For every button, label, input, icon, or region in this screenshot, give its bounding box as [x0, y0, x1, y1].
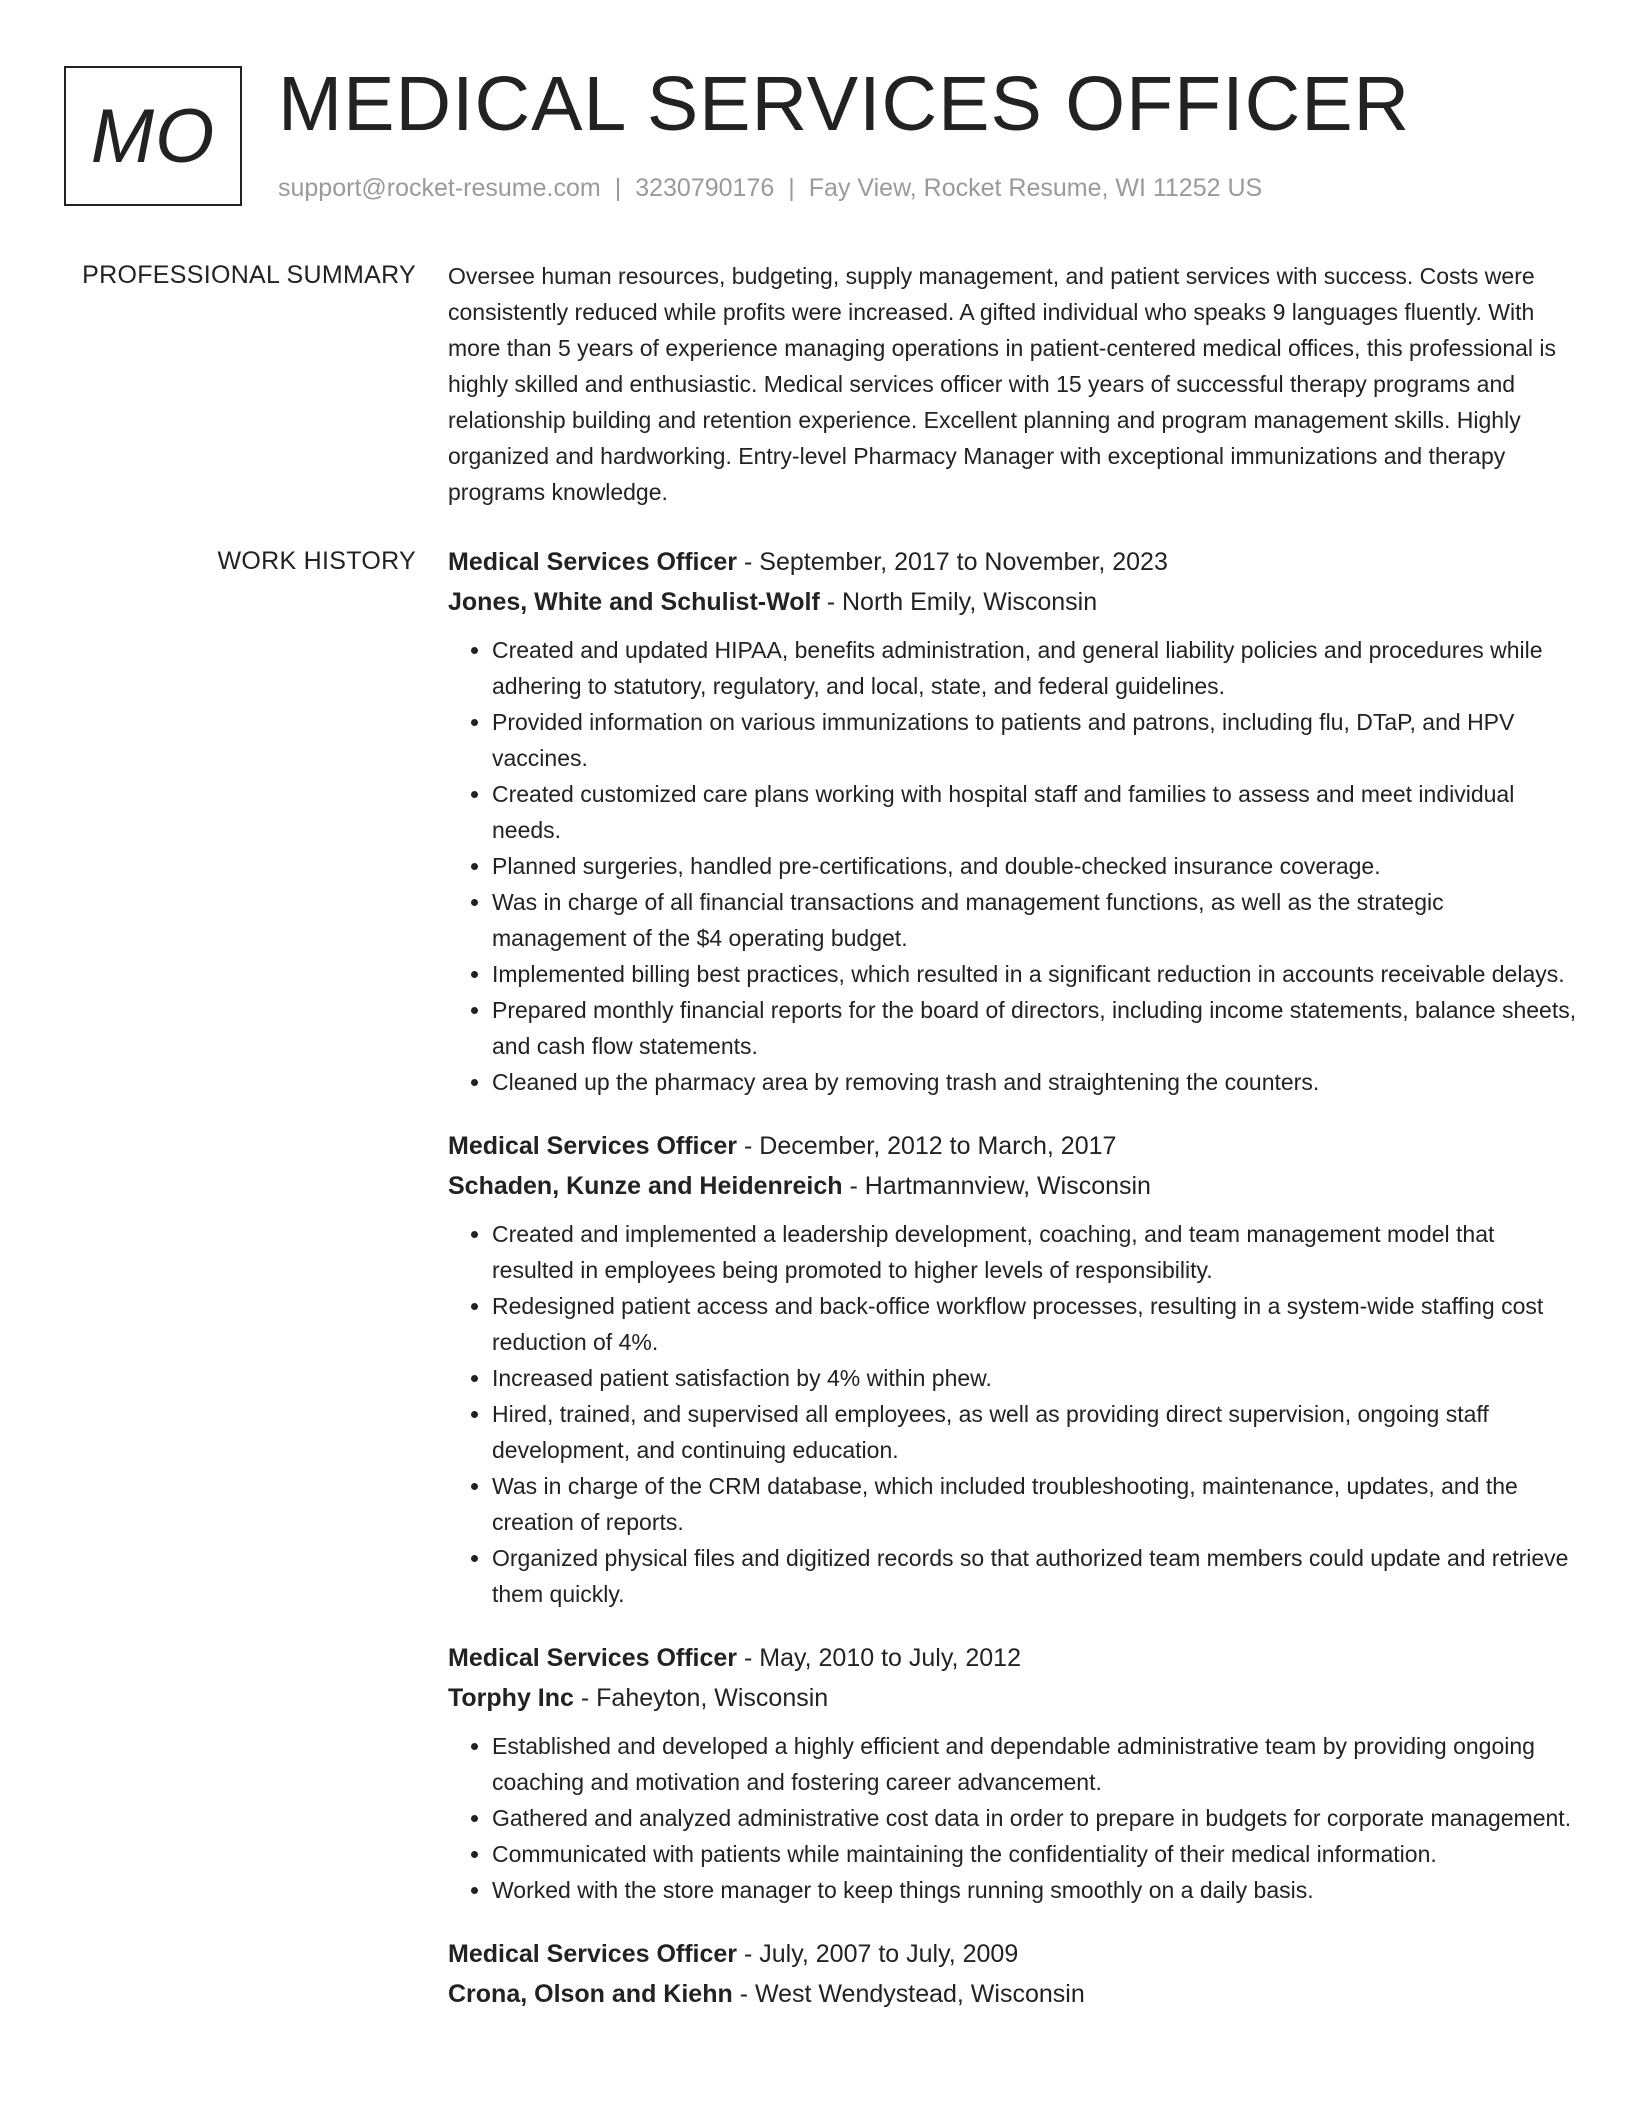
job-dates: - December, 2012 to March, 2017: [737, 1132, 1117, 1160]
contact-line: [278, 174, 1262, 203]
contact-address: Fay View, Rocket Resume, WI 11252 US: [808, 174, 1263, 202]
job-entry: [448, 542, 1578, 1100]
job-bullet: • Communicated with patients while maintaining the confidentiality of their medical information.: [492, 1836, 1578, 1872]
job-bullet: • Cleaned up the pharmacy area by removing trash and straightening the counters.: [492, 1064, 1578, 1100]
job-bullet: • Increased patient satisfaction by 4% within phew.: [492, 1360, 1578, 1396]
job-company-line: [448, 1974, 1578, 2014]
job-bullet: • Was in charge of the CRM database, which included troubleshooting, maintenance, updates, and the creation of reports.: [492, 1468, 1578, 1540]
job-company: Jones, White and Schulist-Wolf: [448, 588, 820, 616]
job-title-line: [448, 1638, 1578, 1678]
job-company-line: [448, 582, 1578, 622]
contact-phone[interactable]: 3230790176: [635, 174, 775, 202]
job-company: Schaden, Kunze and Heidenreich: [448, 1172, 843, 1200]
job-bullet: • Planned surgeries, handled pre-certifications, and double-checked insurance coverage.: [492, 848, 1578, 884]
job-bullet: • Created and updated HIPAA, benefits administration, and general liability policies and procedures while adhering to statutory, regulatory, and local, state, and federal guidelines.: [492, 632, 1578, 704]
job-bullet: • Worked with the store manager to keep things running smoothly on a daily basis.: [492, 1872, 1578, 1908]
contact-email[interactable]: support@rocket-resume.com: [278, 174, 601, 202]
job-dates: - July, 2007 to July, 2009: [737, 1940, 1019, 1968]
job-bullet: • Established and developed a highly efficient and dependable administrative team by providing ongoing coaching and motivation and fostering career advancement.: [492, 1728, 1578, 1800]
job-location: - Hartmannview, Wisconsin: [842, 1172, 1151, 1200]
job-bullet: • Created customized care plans working with hospital staff and families to assess and meet individual needs.: [492, 776, 1578, 848]
job-bullet: • Implemented billing best practices, which resulted in a significant reduction in accounts receivable delays.: [492, 956, 1578, 992]
job-entry: [448, 1126, 1578, 1612]
job-bullet: • Provided information on various immunizations to patients and patrons, including flu, DTaP, and HPV vaccines.: [492, 704, 1578, 776]
job-title: Medical Services Officer: [448, 1644, 738, 1672]
job-company: Torphy Inc: [448, 1684, 574, 1712]
job-bullet-list: [448, 1728, 1578, 1908]
job-title-line: [448, 1126, 1578, 1166]
section-label-summary: PROFESSIONAL SUMMARY: [82, 261, 416, 289]
resume-header: [64, 61, 1568, 216]
job-location: - Faheyton, Wisconsin: [573, 1684, 829, 1712]
job-bullet-list: [448, 1216, 1578, 1612]
job-location: - North Emily, Wisconsin: [819, 588, 1098, 616]
job-title-line: [448, 542, 1578, 582]
job-company: Crona, Olson and Kiehn: [448, 1980, 733, 2008]
job-title-line: [448, 1934, 1578, 1974]
job-entry: [448, 1934, 1578, 2014]
job-title: Medical Services Officer: [448, 1132, 738, 1160]
job-bullet: • Was in charge of all financial transactions and management functions, as well as the strategic management of the $4 operating budget.: [492, 884, 1578, 956]
job-dates: - May, 2010 to July, 2012: [737, 1644, 1021, 1672]
work-history-list: [448, 542, 1578, 2040]
page-title: MEDICAL SERVICES OFFICER: [278, 61, 1411, 147]
job-company-line: [448, 1166, 1578, 1206]
contact-separator: |: [788, 174, 795, 202]
job-bullet: • Prepared monthly financial reports for the board of directors, including income statements, balance sheets, and cash flow statements.: [492, 992, 1578, 1064]
job-bullet: • Hired, trained, and supervised all employees, as well as providing direct supervision, ongoing staff development, and continuing education.: [492, 1396, 1578, 1468]
contact-separator: |: [614, 174, 622, 202]
summary-text: Oversee human resources, budgeting, supply management, and patient services with success. Costs were consistently reduced while profits were increased. A gifted individual who speaks 9 languages fluently. With more than 5 years of experience managing operations in patient-centered medical offices, this professional is highly skilled and enthusiastic. Medical services officer with 15 years of successful therapy programs and relationship building and retention experience. Excellent planning and program management skills. Highly organized and hardworking. Entry-level Pharmacy Manager with exceptional immunizations and therapy programs knowledge.: [448, 263, 1557, 505]
job-title: Medical Services Officer: [448, 1940, 738, 1968]
job-bullet: • Organized physical files and digitized records so that authorized team members could update and retrieve them quickly.: [492, 1540, 1578, 1612]
job-bullet: • Gathered and analyzed administrative cost data in order to prepare in budgets for corporate management.: [492, 1800, 1578, 1836]
monogram-logo: MO: [64, 66, 242, 206]
job-bullet: • Created and implemented a leadership development, coaching, and team management model that resulted in employees being promoted to higher levels of responsibility.: [492, 1216, 1578, 1288]
job-entry: [448, 1638, 1578, 1908]
job-title: Medical Services Officer: [448, 548, 738, 576]
section-label-work-history: WORK HISTORY: [217, 547, 416, 575]
job-company-line: [448, 1678, 1578, 1718]
job-bullet: • Redesigned patient access and back-office workflow processes, resulting in a system-wide staffing cost reduction of 4%.: [492, 1288, 1578, 1360]
job-location: - West Wendystead, Wisconsin: [732, 1980, 1085, 2008]
job-bullet-list: [448, 632, 1578, 1100]
job-dates: - September, 2017 to November, 2023: [737, 548, 1168, 576]
